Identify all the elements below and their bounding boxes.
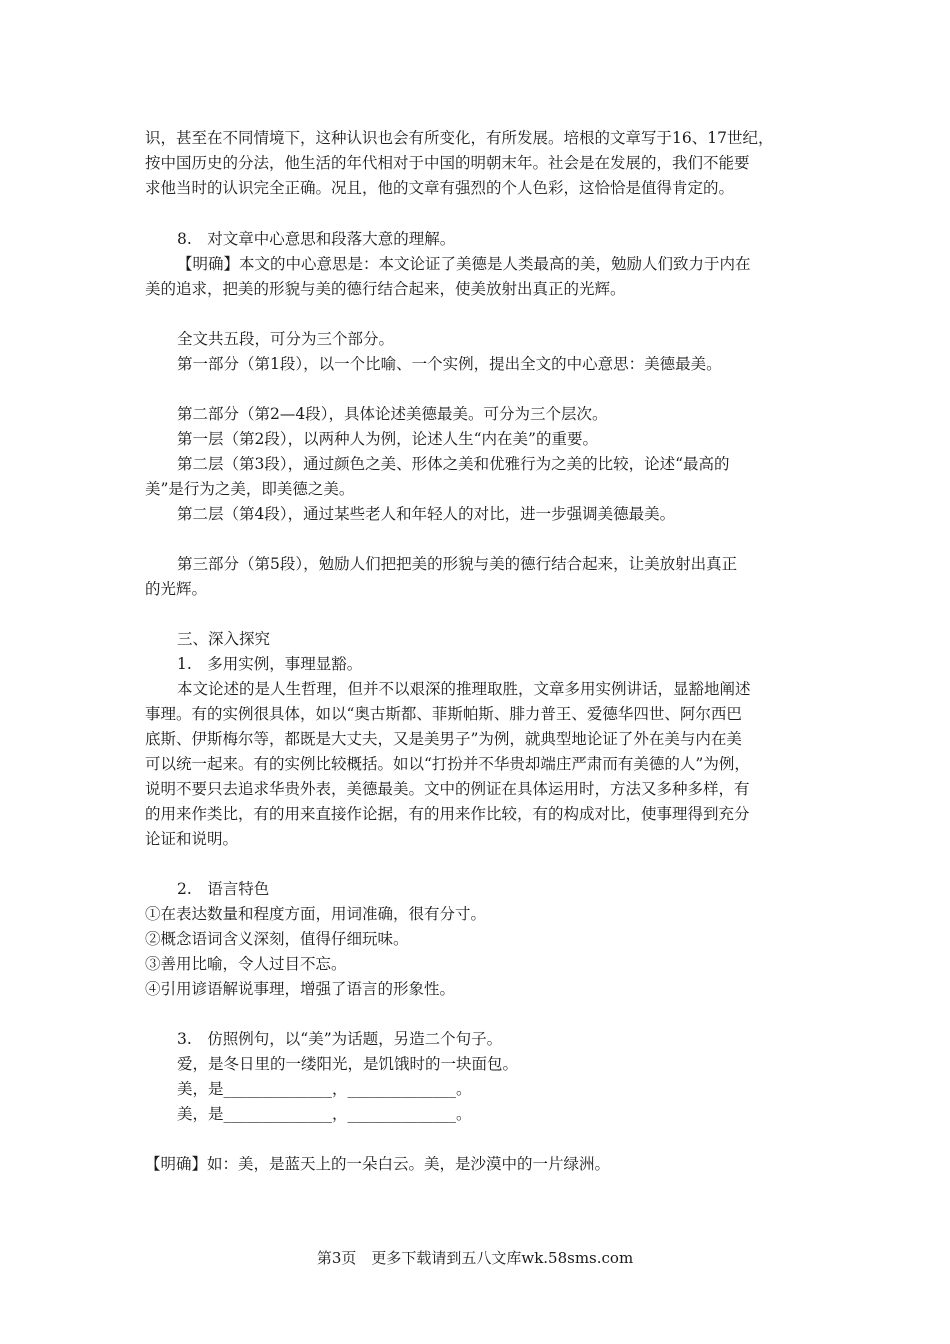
list-item: ④引用谚语解说事理，增强了语言的形象性。 xyxy=(145,980,456,998)
paragraph-line: 的用来作类比，有的用来直接作论据，有的用来作比较，有的构成对比，使事理得到充分 xyxy=(145,805,750,823)
paragraph-line: 【明确】本文的中心意思是：本文论证了美德是人类最高的美，勉励人们致力于内在 xyxy=(177,255,751,273)
subsection-heading: 2. 语言特色 xyxy=(177,880,270,898)
list-item: ①在表达数量和程度方面，用词准确，很有分寸。 xyxy=(145,905,487,923)
paragraph-line: 求他当时的认识完全正确。况且，他的文章有强烈的个人色彩，这恰恰是值得肯定的。 xyxy=(145,179,735,197)
paragraph-line: 全文共五段，可分为三个部分。 xyxy=(177,330,395,348)
fill-in-blank-line: 美，是______________，______________。 xyxy=(177,1080,472,1098)
paragraph-line: 第二部分（第2—4段），具体论述美德最美。可分为三个层次。 xyxy=(177,405,608,423)
answer-line: 【明确】如：美，是蓝天上的一朵白云。美，是沙漠中的一片绿洲。 xyxy=(145,1155,611,1173)
section-heading: 8. 对文章中心意思和段落大意的理解。 xyxy=(177,230,456,248)
paragraph-line: 底斯、伊斯梅尔等，都既是大丈夫，又是美男子”为例，就典型地论证了外在美与内在美 xyxy=(145,730,742,748)
paragraph-line: 可以统一起来。有的实例比较概括。如以“打扮并不华贵却端庄严肃而有美德的人”为例， xyxy=(145,755,750,773)
paragraph-line: 第二层（第4段），通过某些老人和年轻人的对比，进一步强调美德最美。 xyxy=(177,505,676,523)
paragraph-line: 美的追求，把美的形貌与美的德行结合起来，使美放射出真正的光辉。 xyxy=(145,280,626,298)
subsection-heading: 1. 多用实例，事理显豁。 xyxy=(177,655,363,673)
paragraph-line: 识，甚至在不同情境下，这种认识也会有所变化，有所发展。培根的文章写于16、17世纪， xyxy=(145,129,774,147)
paragraph-line: 的光辉。 xyxy=(145,580,208,598)
paragraph-line: 美”是行为之美，即美德之美。 xyxy=(145,480,355,498)
paragraph-line: 第一层（第2段），以两种人为例，论述人生“内在美”的重要。 xyxy=(177,430,598,448)
page-footer: 第3页 更多下载请到五八文库wk.58sms.com xyxy=(316,1249,634,1267)
paragraph-line: 论证和说明。 xyxy=(145,830,239,848)
paragraph-line: 说明不要只去追求华贵外表，美德最美。文中的例证在具体运用时，方法又多种多样，有 xyxy=(145,780,750,798)
paragraph-line: 按中国历史的分法，他生活的年代相对于中国的明朝末年。社会是在发展的，我们不能要 xyxy=(145,154,750,172)
paragraph-line: 本文论述的是人生哲理，但并不以艰深的推理取胜，文章多用实例讲话，显豁地阐述 xyxy=(177,680,751,698)
list-item: ②概念语词含义深刻，值得仔细玩味。 xyxy=(145,930,409,948)
paragraph-line: 事理。有的实例很具体，如以“奥古斯都、菲斯帕斯、腓力普王、爱德华四世、阿尔西巴 xyxy=(145,705,742,723)
fill-in-blank-line: 美，是______________，______________。 xyxy=(177,1105,472,1123)
list-item: ③善用比喻，令人过目不忘。 xyxy=(145,955,347,973)
subsection-heading: 3. 仿照例句，以“美”为话题，另造二个句子。 xyxy=(177,1030,503,1048)
section-heading: 三、深入探究 xyxy=(177,630,271,648)
paragraph-line: 第三部分（第5段），勉励人们把把美的形貌与美的德行结合起来，让美放射出真正 xyxy=(177,555,738,573)
example-sentence: 爱，是冬日里的一缕阳光，是饥饿时的一块面包。 xyxy=(177,1055,519,1073)
paragraph-line: 第一部分（第1段），以一个比喻、一个实例，提出全文的中心意思：美德最美。 xyxy=(177,355,722,373)
paragraph-line: 第二层（第3段），通过颜色之美、形体之美和优雅行为之美的比较，论述“最高的 xyxy=(177,455,730,473)
